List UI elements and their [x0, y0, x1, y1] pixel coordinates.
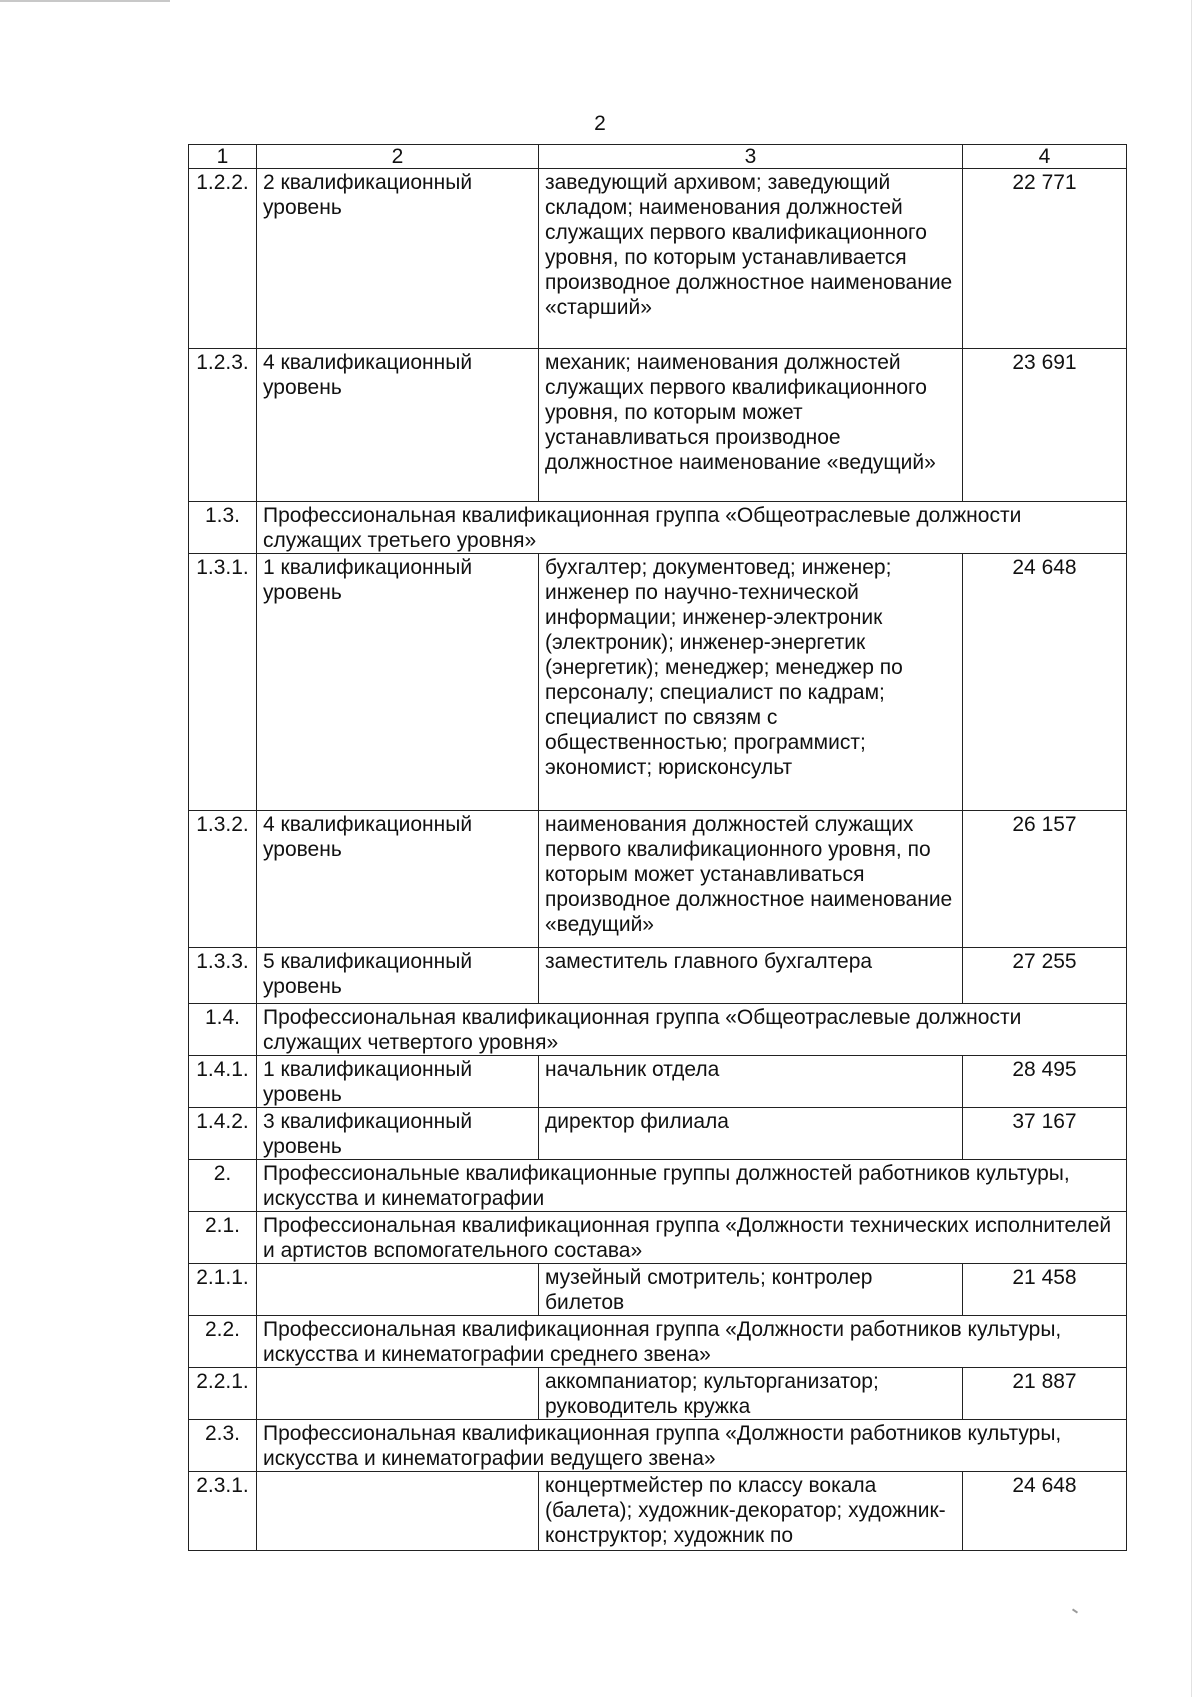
row-number: 2.3.1. [189, 1472, 257, 1551]
header-col-2: 2 [257, 145, 539, 169]
scan-edge-mark [0, 0, 170, 2]
table-row [189, 349, 1127, 502]
group-row [189, 1420, 1127, 1472]
row-number: 2.1.1. [189, 1264, 257, 1316]
positions-list: механик; наименования должностей служащих первого квалификационного уровня, по которым может устанавливаться производное должностное наименование «ведущий» [539, 349, 963, 502]
table-header-row [189, 145, 1127, 169]
qualification-level [257, 1264, 539, 1316]
header-col-3: 3 [539, 145, 963, 169]
positions-list: концертмейстер по классу вокала (балета); художник-декоратор; художник-конструктор; художник по [539, 1472, 963, 1551]
qualification-level: 4 квалификационный уровень [257, 349, 539, 502]
group-title: Профессиональная квалификационная группа «Должности работников культуры, искусства и кинематографии ведущего звена» [257, 1420, 1127, 1472]
table-row [189, 1108, 1127, 1160]
row-number: 1.4.1. [189, 1056, 257, 1108]
group-number: 2.1. [189, 1212, 257, 1264]
positions-list: аккомпаниатор; культорганизатор; руководитель кружка [539, 1368, 963, 1420]
table-row [189, 1056, 1127, 1108]
table-row [189, 169, 1127, 349]
row-number: 1.3.2. [189, 811, 257, 948]
scan-page-edge [1191, 0, 1192, 1697]
group-number: 1.3. [189, 502, 257, 554]
positions-list: директор филиала [539, 1108, 963, 1160]
qualification-level: 3 квалификационный уровень [257, 1108, 539, 1160]
group-number: 2. [189, 1160, 257, 1212]
positions-list: наименования должностей служащих первого квалификационного уровня, по которым может устанавливаться производное должностное наименование «ведущий» [539, 811, 963, 948]
group-number: 2.3. [189, 1420, 257, 1472]
qualification-level: 1 квалификационный уровень [257, 554, 539, 811]
positions-list: заведующий архивом; заведующий складом; наименования должностей служащих первого квалификационного уровня, по которым устанавливается производное должностное наименование «старший» [539, 169, 963, 349]
row-number: 2.2.1. [189, 1368, 257, 1420]
salary-value: 37 167 [963, 1108, 1127, 1160]
salary-value: 27 255 [963, 948, 1127, 1004]
salary-value: 26 157 [963, 811, 1127, 948]
table-row [189, 948, 1127, 1004]
salary-value: 23 691 [963, 349, 1127, 502]
group-title: Профессиональная квалификационная группа «Должности технических исполнителей и артистов вспомогательного состава» [257, 1212, 1127, 1264]
table-row [189, 1472, 1127, 1551]
positions-list: бухгалтер; документовед; инженер; инженер по научно-технической информации; инженер-электроник (электроник); инженер-энергетик (энергетик); менеджер; менеджер по персоналу; специалист по кадрам; специалист по связям с общественностью; программист; экономист; юрисконсульт [539, 554, 963, 811]
table-row [189, 554, 1127, 811]
table-row [189, 811, 1127, 948]
salary-value: 24 648 [963, 554, 1127, 811]
header-col-1: 1 [189, 145, 257, 169]
row-number: 1.2.2. [189, 169, 257, 349]
salary-value: 24 648 [963, 1472, 1127, 1551]
row-number: 1.2.3. [189, 349, 257, 502]
salary-value: 28 495 [963, 1056, 1127, 1108]
group-row [189, 1316, 1127, 1368]
table-body [189, 169, 1127, 1551]
group-title: Профессиональная квалификационная группа «Должности работников культуры, искусства и кинематографии среднего звена» [257, 1316, 1127, 1368]
row-number: 1.4.2. [189, 1108, 257, 1160]
group-title: Профессиональная квалификационная группа «Общеотраслевые должности служащих третьего уровня» [257, 502, 1127, 554]
positions-list: заместитель главного бухгалтера [539, 948, 963, 1004]
salary-value: 21 887 [963, 1368, 1127, 1420]
positions-list: начальник отдела [539, 1056, 963, 1108]
table-row [189, 1368, 1127, 1420]
salary-value: 21 458 [963, 1264, 1127, 1316]
qualification-level: 4 квалификационный уровень [257, 811, 539, 948]
page-number: 2 [594, 112, 606, 135]
qualification-level [257, 1472, 539, 1551]
positions-list: музейный смотритель; контролер билетов [539, 1264, 963, 1316]
group-title: Профессиональная квалификационная группа «Общеотраслевые должности служащих четвертого уровня» [257, 1004, 1127, 1056]
table-row [189, 1264, 1127, 1316]
qualification-level [257, 1368, 539, 1420]
group-row [189, 502, 1127, 554]
group-number: 1.4. [189, 1004, 257, 1056]
salary-value: 22 771 [963, 169, 1127, 349]
group-row [189, 1212, 1127, 1264]
group-row [189, 1160, 1127, 1212]
row-number: 1.3.1. [189, 554, 257, 811]
row-number: 1.3.3. [189, 948, 257, 1004]
qualification-level: 1 квалификационный уровень [257, 1056, 539, 1108]
qualification-level: 5 квалификационный уровень [257, 948, 539, 1004]
salary-table [188, 144, 1127, 1551]
header-col-4: 4 [963, 145, 1127, 169]
scan-speck [1072, 1608, 1078, 1613]
group-number: 2.2. [189, 1316, 257, 1368]
group-row [189, 1004, 1127, 1056]
group-title: Профессиональные квалификационные группы должностей работников культуры, искусства и кинематографии [257, 1160, 1127, 1212]
qualification-level: 2 квалификационный уровень [257, 169, 539, 349]
